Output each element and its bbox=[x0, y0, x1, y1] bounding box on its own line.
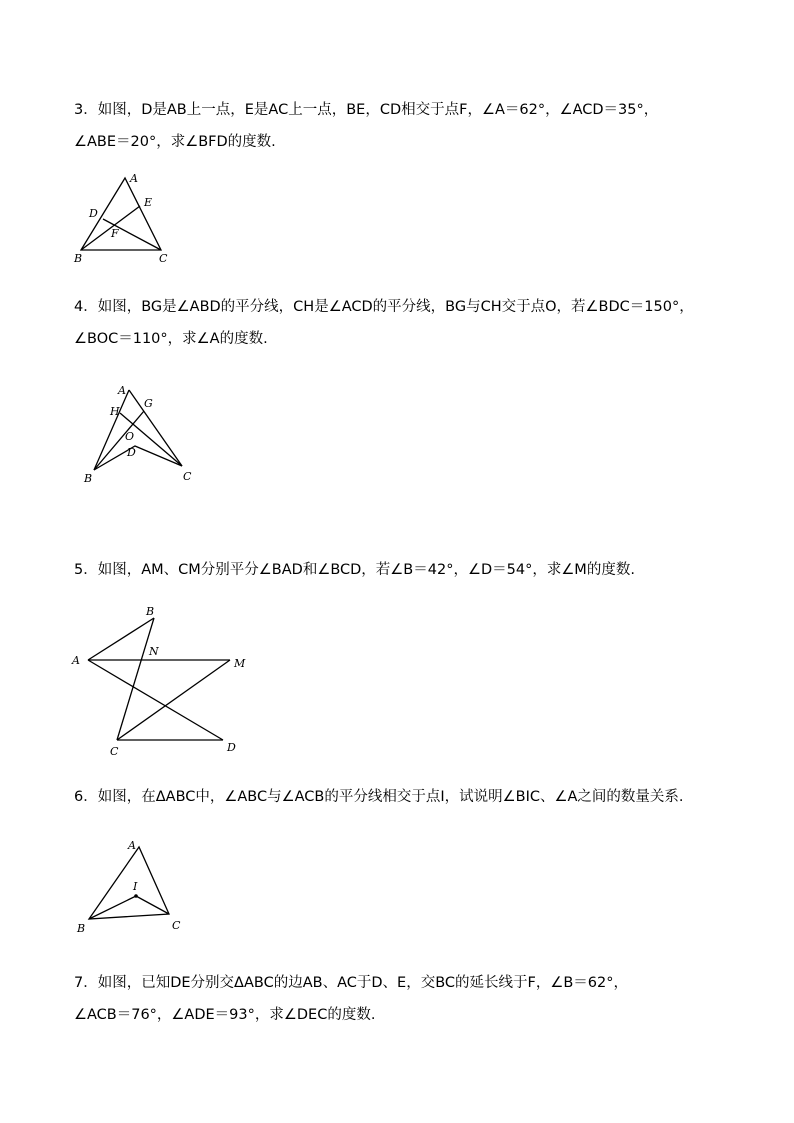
label-c: C bbox=[172, 919, 181, 932]
figure-6 bbox=[72, 836, 192, 936]
label-b: B bbox=[84, 472, 93, 485]
problem-3-line-2: ∠ABE＝20°，求∠BFD的度数. bbox=[74, 134, 276, 150]
segment-bc bbox=[117, 618, 154, 740]
path-bdc bbox=[94, 446, 182, 470]
label-d: D bbox=[127, 446, 136, 459]
label-d: D bbox=[89, 207, 98, 220]
problem-7-line-2: ∠ACB＝76°，∠ADE＝93°，求∠DEC的度数. bbox=[74, 1007, 376, 1023]
label-c: C bbox=[159, 252, 168, 265]
problem-6 bbox=[74, 781, 714, 813]
figure-4 bbox=[80, 380, 200, 490]
label-f: F bbox=[111, 227, 119, 240]
problem-5-line-1: 5．如图，AM、CM分别平分∠BAD和∠BCD，若∠B＝42°，∠D＝54°，求∠M的度数. bbox=[74, 562, 635, 578]
problem-6-line-1: 6．如图，在ΔABC中，∠ABC与∠ACB的平分线相交于点I，试说明∠BIC、∠A之间的数量关系. bbox=[74, 789, 684, 805]
problem-4-line-2: ∠BOC＝110°，求∠A的度数. bbox=[74, 331, 268, 347]
label-m: M bbox=[234, 657, 246, 670]
segment-bg bbox=[94, 411, 144, 470]
segment-cm bbox=[117, 660, 230, 740]
label-c: C bbox=[110, 745, 119, 758]
point-i bbox=[134, 894, 138, 898]
label-b: B bbox=[74, 252, 83, 265]
problem-3 bbox=[74, 94, 714, 158]
label-a: A bbox=[118, 384, 126, 397]
label-b: B bbox=[77, 922, 86, 935]
segment-ab bbox=[94, 390, 129, 470]
label-d: D bbox=[227, 741, 236, 754]
figure-5 bbox=[66, 600, 256, 760]
label-h: H bbox=[110, 405, 120, 418]
label-g: G bbox=[144, 397, 153, 410]
problem-5 bbox=[74, 554, 714, 586]
segment-ad bbox=[88, 660, 223, 740]
problem-7-line-1: 7．如图，已知DE分别交ΔABC的边AB、AC于D、E，交BC的延长线于F，∠B＝62°， bbox=[74, 975, 628, 991]
problem-4 bbox=[74, 291, 714, 355]
label-c: C bbox=[183, 470, 192, 483]
triangle-abc bbox=[89, 847, 169, 919]
label-a: A bbox=[130, 172, 138, 185]
label-a: A bbox=[128, 839, 136, 852]
segment-ab bbox=[88, 618, 154, 660]
label-o: O bbox=[125, 430, 135, 443]
label-a: A bbox=[72, 654, 80, 667]
label-e: E bbox=[144, 196, 153, 209]
label-i: I bbox=[133, 880, 138, 893]
problem-7 bbox=[74, 967, 714, 1031]
problem-4-line-1: 4．如图，BG是∠ABD的平分线，CH是∠ACD的平分线，BG与CH交于点O，若∠BDC＝150°， bbox=[74, 299, 694, 315]
figure-3 bbox=[70, 170, 180, 265]
label-b: B bbox=[146, 605, 155, 618]
problem-3-line-1: 3．如图，D是AB上一点，E是AC上一点，BE，CD相交于点F，∠A＝62°，∠ACD＝35°， bbox=[74, 102, 659, 118]
path-bic bbox=[89, 896, 169, 919]
label-n: N bbox=[149, 645, 159, 658]
